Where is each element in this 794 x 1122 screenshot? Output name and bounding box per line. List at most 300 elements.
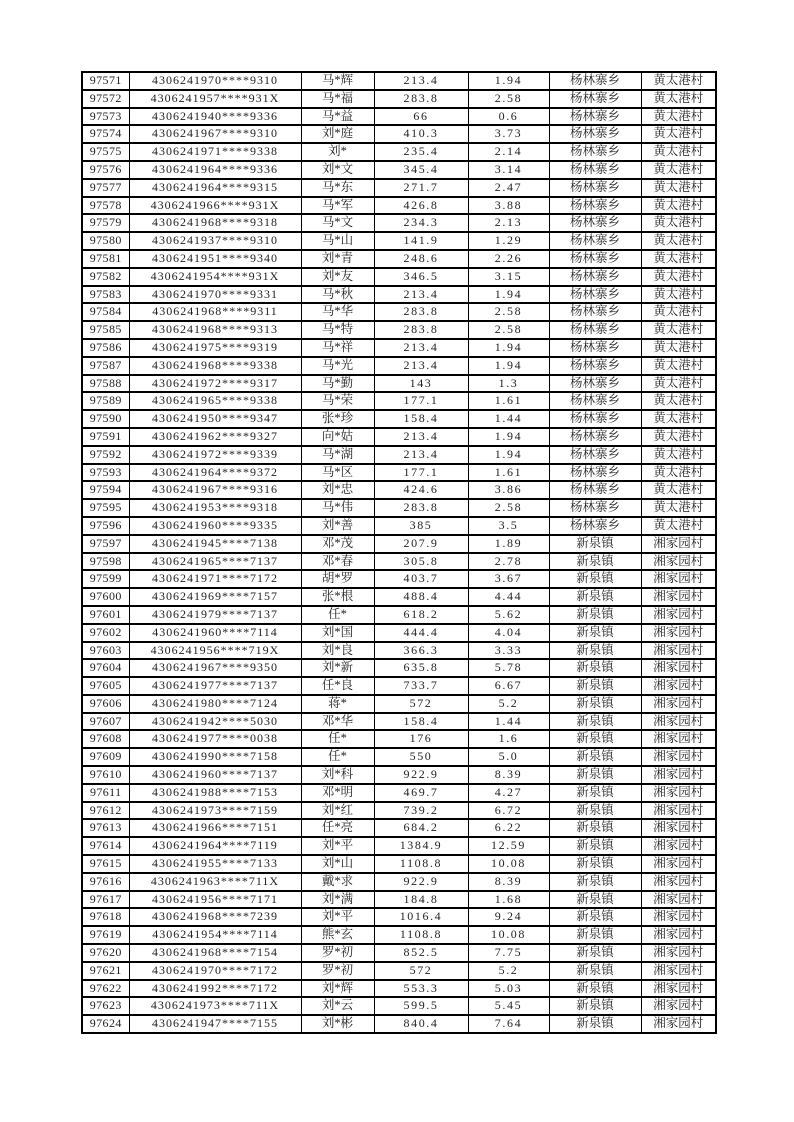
- cell-masked-name: 戴*求: [301, 873, 374, 891]
- cell-serial-number: 97623: [82, 997, 129, 1015]
- cell-area: 1.94: [468, 286, 549, 304]
- table-row: [82, 375, 716, 393]
- cell-masked-name: 任*: [301, 730, 374, 748]
- cell-serial-number: 97603: [82, 642, 129, 660]
- table-row: [82, 570, 716, 588]
- cell-masked-name: 任*: [301, 748, 374, 766]
- cell-masked-name: 刘*彬: [301, 1015, 374, 1033]
- cell-serial-number: 97575: [82, 143, 129, 161]
- table-row: [82, 553, 716, 571]
- cell-amount: 158.4: [374, 713, 468, 731]
- table-row: [82, 357, 716, 375]
- cell-township: 杨林寨乡: [549, 250, 641, 268]
- table-row: [82, 1015, 716, 1033]
- cell-masked-name: 熊*玄: [301, 926, 374, 944]
- cell-masked-id-number: 4306241950****9347: [129, 410, 301, 428]
- cell-township: 新泉镇: [549, 730, 641, 748]
- cell-masked-name: 张*根: [301, 588, 374, 606]
- cell-amount: 426.8: [374, 197, 468, 215]
- cell-township: 杨林寨乡: [549, 499, 641, 517]
- cell-village: 湘家园村: [641, 1015, 716, 1033]
- cell-area: 2.26: [468, 250, 549, 268]
- cell-township: 新泉镇: [549, 1015, 641, 1033]
- cell-township: 杨林寨乡: [549, 179, 641, 197]
- table-row: [82, 125, 716, 143]
- table-row: [82, 410, 716, 428]
- cell-serial-number: 97597: [82, 535, 129, 553]
- cell-serial-number: 97572: [82, 90, 129, 108]
- cell-township: 杨林寨乡: [549, 517, 641, 535]
- cell-area: 3.73: [468, 125, 549, 143]
- cell-township: 杨林寨乡: [549, 90, 641, 108]
- cell-amount: 345.4: [374, 161, 468, 179]
- cell-amount: 1016.4: [374, 908, 468, 926]
- table-row: [82, 428, 716, 446]
- cell-village: 黄太港村: [641, 143, 716, 161]
- cell-village: 黄太港村: [641, 72, 716, 90]
- cell-township: 杨林寨乡: [549, 428, 641, 446]
- cell-amount: 733.7: [374, 677, 468, 695]
- cell-area: 1.89: [468, 535, 549, 553]
- cell-masked-id-number: 4306241969****7157: [129, 588, 301, 606]
- cell-township: 杨林寨乡: [549, 375, 641, 393]
- cell-village: 湘家园村: [641, 891, 716, 909]
- cell-amount: 1108.8: [374, 855, 468, 873]
- cell-village: 湘家园村: [641, 962, 716, 980]
- cell-amount: 283.8: [374, 90, 468, 108]
- cell-township: 杨林寨乡: [549, 303, 641, 321]
- cell-masked-id-number: 4306241968****9338: [129, 357, 301, 375]
- cell-serial-number: 97577: [82, 179, 129, 197]
- cell-amount: 739.2: [374, 802, 468, 820]
- cell-area: 4.27: [468, 784, 549, 802]
- cell-township: 杨林寨乡: [549, 321, 641, 339]
- cell-masked-name: 邓*明: [301, 784, 374, 802]
- cell-village: 湘家园村: [641, 980, 716, 998]
- cell-serial-number: 97607: [82, 713, 129, 731]
- cell-masked-name: 刘*: [301, 143, 374, 161]
- cell-area: 2.58: [468, 303, 549, 321]
- cell-amount: 305.8: [374, 553, 468, 571]
- cell-township: 杨林寨乡: [549, 339, 641, 357]
- cell-township: 杨林寨乡: [549, 268, 641, 286]
- cell-township: 杨林寨乡: [549, 72, 641, 90]
- cell-area: 1.68: [468, 891, 549, 909]
- cell-village: 黄太港村: [641, 179, 716, 197]
- cell-township: 新泉镇: [549, 553, 641, 571]
- cell-village: 黄太港村: [641, 464, 716, 482]
- cell-area: 4.04: [468, 624, 549, 642]
- cell-masked-name: 马*华: [301, 303, 374, 321]
- cell-village: 湘家园村: [641, 873, 716, 891]
- cell-masked-name: 马*光: [301, 357, 374, 375]
- cell-masked-id-number: 4306241972****9317: [129, 375, 301, 393]
- cell-village: 黄太港村: [641, 197, 716, 215]
- cell-village: 湘家园村: [641, 553, 716, 571]
- cell-amount: 346.5: [374, 268, 468, 286]
- cell-area: 5.0: [468, 748, 549, 766]
- cell-village: 湘家园村: [641, 819, 716, 837]
- cell-serial-number: 97609: [82, 748, 129, 766]
- cell-area: 10.08: [468, 855, 549, 873]
- cell-village: 湘家园村: [641, 926, 716, 944]
- cell-village: 黄太港村: [641, 125, 716, 143]
- cell-amount: 177.1: [374, 464, 468, 482]
- cell-serial-number: 97600: [82, 588, 129, 606]
- cell-township: 新泉镇: [549, 713, 641, 731]
- cell-village: 湘家园村: [641, 855, 716, 873]
- cell-serial-number: 97576: [82, 161, 129, 179]
- cell-township: 新泉镇: [549, 944, 641, 962]
- cell-amount: 184.8: [374, 891, 468, 909]
- cell-masked-id-number: 4306241975****9319: [129, 339, 301, 357]
- cell-area: 12.59: [468, 837, 549, 855]
- table-row: [82, 802, 716, 820]
- cell-village: 黄太港村: [641, 250, 716, 268]
- table-row: [82, 713, 716, 731]
- table-row: [82, 72, 716, 90]
- cell-masked-name: 蒋*: [301, 695, 374, 713]
- cell-village: 黄太港村: [641, 517, 716, 535]
- cell-area: 5.45: [468, 997, 549, 1015]
- cell-township: 新泉镇: [549, 588, 641, 606]
- cell-township: 新泉镇: [549, 659, 641, 677]
- cell-masked-name: 刘*平: [301, 908, 374, 926]
- cell-township: 新泉镇: [549, 624, 641, 642]
- cell-amount: 283.8: [374, 303, 468, 321]
- table-row: [82, 161, 716, 179]
- cell-masked-name: 刘*忠: [301, 481, 374, 499]
- cell-masked-id-number: 4306241973****711X: [129, 997, 301, 1015]
- cell-serial-number: 97618: [82, 908, 129, 926]
- cell-village: 湘家园村: [641, 659, 716, 677]
- cell-serial-number: 97613: [82, 819, 129, 837]
- cell-serial-number: 97611: [82, 784, 129, 802]
- cell-serial-number: 97619: [82, 926, 129, 944]
- cell-area: 5.2: [468, 962, 549, 980]
- table-row: [82, 730, 716, 748]
- cell-township: 新泉镇: [549, 570, 641, 588]
- table-row: [82, 446, 716, 464]
- cell-masked-name: 刘*满: [301, 891, 374, 909]
- cell-village: 湘家园村: [641, 944, 716, 962]
- cell-serial-number: 97585: [82, 321, 129, 339]
- table-row: [82, 250, 716, 268]
- cell-masked-name: 胡*罗: [301, 570, 374, 588]
- cell-masked-id-number: 4306241971****7172: [129, 570, 301, 588]
- table-row: [82, 464, 716, 482]
- cell-serial-number: 97604: [82, 659, 129, 677]
- cell-amount: 213.4: [374, 357, 468, 375]
- cell-township: 新泉镇: [549, 535, 641, 553]
- cell-masked-id-number: 4306241967****9310: [129, 125, 301, 143]
- cell-masked-id-number: 4306241954****7114: [129, 926, 301, 944]
- cell-township: 新泉镇: [549, 766, 641, 784]
- cell-masked-name: 刘*平: [301, 837, 374, 855]
- cell-township: 新泉镇: [549, 997, 641, 1015]
- cell-serial-number: 97589: [82, 392, 129, 410]
- cell-masked-id-number: 4306241957****931X: [129, 90, 301, 108]
- cell-serial-number: 97594: [82, 481, 129, 499]
- cell-masked-name: 邓*茂: [301, 535, 374, 553]
- cell-amount: 424.6: [374, 481, 468, 499]
- cell-masked-id-number: 4306241971****9338: [129, 143, 301, 161]
- cell-amount: 922.9: [374, 873, 468, 891]
- cell-serial-number: 97590: [82, 410, 129, 428]
- cell-serial-number: 97586: [82, 339, 129, 357]
- cell-serial-number: 97592: [82, 446, 129, 464]
- cell-masked-id-number: 4306241955****7133: [129, 855, 301, 873]
- cell-serial-number: 97579: [82, 214, 129, 232]
- table-row: [82, 926, 716, 944]
- cell-amount: 248.6: [374, 250, 468, 268]
- table-row: [82, 748, 716, 766]
- table-row: [82, 321, 716, 339]
- table-row: [82, 695, 716, 713]
- cell-village: 黄太港村: [641, 375, 716, 393]
- cell-masked-id-number: 4306241967****9350: [129, 659, 301, 677]
- table-row: [82, 855, 716, 873]
- cell-township: 杨林寨乡: [549, 446, 641, 464]
- cell-township: 杨林寨乡: [549, 392, 641, 410]
- cell-masked-id-number: 4306241966****931X: [129, 197, 301, 215]
- cell-masked-name: 马*祥: [301, 339, 374, 357]
- cell-amount: 213.4: [374, 339, 468, 357]
- cell-serial-number: 97574: [82, 125, 129, 143]
- cell-masked-name: 马*勤: [301, 375, 374, 393]
- cell-township: 新泉镇: [549, 837, 641, 855]
- cell-serial-number: 97620: [82, 944, 129, 962]
- cell-masked-name: 刘*山: [301, 855, 374, 873]
- cell-masked-id-number: 4306241968****7239: [129, 908, 301, 926]
- cell-area: 3.14: [468, 161, 549, 179]
- cell-village: 湘家园村: [641, 695, 716, 713]
- cell-serial-number: 97596: [82, 517, 129, 535]
- cell-amount: 385: [374, 517, 468, 535]
- cell-area: 3.67: [468, 570, 549, 588]
- cell-township: 新泉镇: [549, 891, 641, 909]
- cell-masked-name: 马*文: [301, 214, 374, 232]
- cell-serial-number: 97610: [82, 766, 129, 784]
- cell-township: 杨林寨乡: [549, 286, 641, 304]
- table-row: [82, 873, 716, 891]
- cell-serial-number: 97583: [82, 286, 129, 304]
- cell-masked-name: 马*军: [301, 197, 374, 215]
- cell-masked-id-number: 4306241942****5030: [129, 713, 301, 731]
- cell-serial-number: 97581: [82, 250, 129, 268]
- cell-masked-id-number: 4306241970****7172: [129, 962, 301, 980]
- cell-masked-id-number: 4306241970****9310: [129, 72, 301, 90]
- cell-village: 湘家园村: [641, 784, 716, 802]
- table-row: [82, 392, 716, 410]
- cell-serial-number: 97580: [82, 232, 129, 250]
- cell-masked-id-number: 4306241937****9310: [129, 232, 301, 250]
- table-row: [82, 677, 716, 695]
- cell-village: 湘家园村: [641, 730, 716, 748]
- cell-masked-id-number: 4306241960****9335: [129, 517, 301, 535]
- cell-amount: 635.8: [374, 659, 468, 677]
- cell-amount: 488.4: [374, 588, 468, 606]
- cell-amount: 176: [374, 730, 468, 748]
- cell-area: 2.13: [468, 214, 549, 232]
- cell-area: 7.64: [468, 1015, 549, 1033]
- table-row: [82, 908, 716, 926]
- cell-amount: 553.3: [374, 980, 468, 998]
- cell-masked-id-number: 4306241947****7155: [129, 1015, 301, 1033]
- cell-amount: 684.2: [374, 819, 468, 837]
- cell-masked-name: 马*秋: [301, 286, 374, 304]
- cell-masked-id-number: 4306241992****7172: [129, 980, 301, 998]
- cell-masked-id-number: 4306241990****7158: [129, 748, 301, 766]
- cell-masked-name: 任*: [301, 606, 374, 624]
- cell-masked-id-number: 4306241968****9318: [129, 214, 301, 232]
- cell-amount: 550: [374, 748, 468, 766]
- cell-masked-id-number: 4306241966****7151: [129, 819, 301, 837]
- cell-area: 1.94: [468, 339, 549, 357]
- table-row: [82, 179, 716, 197]
- cell-area: 8.39: [468, 873, 549, 891]
- cell-serial-number: 97606: [82, 695, 129, 713]
- cell-masked-id-number: 4306241980****7124: [129, 695, 301, 713]
- cell-township: 新泉镇: [549, 926, 641, 944]
- cell-village: 黄太港村: [641, 339, 716, 357]
- cell-masked-name: 刘*云: [301, 997, 374, 1015]
- cell-amount: 1384.9: [374, 837, 468, 855]
- cell-masked-id-number: 4306241968****9313: [129, 321, 301, 339]
- cell-area: 2.78: [468, 553, 549, 571]
- cell-masked-id-number: 4306241977****7137: [129, 677, 301, 695]
- cell-serial-number: 97605: [82, 677, 129, 695]
- cell-serial-number: 97612: [82, 802, 129, 820]
- cell-amount: 143: [374, 375, 468, 393]
- cell-masked-id-number: 4306241965****9338: [129, 392, 301, 410]
- cell-serial-number: 97587: [82, 357, 129, 375]
- cell-area: 1.94: [468, 428, 549, 446]
- cell-amount: 234.3: [374, 214, 468, 232]
- cell-township: 新泉镇: [549, 962, 641, 980]
- cell-serial-number: 97616: [82, 873, 129, 891]
- cell-amount: 572: [374, 962, 468, 980]
- cell-area: 1.44: [468, 713, 549, 731]
- cell-village: 湘家园村: [641, 802, 716, 820]
- cell-masked-name: 邓*春: [301, 553, 374, 571]
- cell-serial-number: 97617: [82, 891, 129, 909]
- table-row: [82, 606, 716, 624]
- cell-area: 10.08: [468, 926, 549, 944]
- cell-amount: 213.4: [374, 446, 468, 464]
- table-row: [82, 339, 716, 357]
- cell-serial-number: 97602: [82, 624, 129, 642]
- cell-masked-id-number: 4306241953****9318: [129, 499, 301, 517]
- cell-area: 6.22: [468, 819, 549, 837]
- cell-masked-id-number: 4306241967****9316: [129, 481, 301, 499]
- cell-amount: 403.7: [374, 570, 468, 588]
- table-row: [82, 944, 716, 962]
- cell-area: 1.3: [468, 375, 549, 393]
- cell-area: 1.6: [468, 730, 549, 748]
- cell-area: 1.61: [468, 392, 549, 410]
- table-sheet: [81, 71, 715, 1034]
- table-row: [82, 766, 716, 784]
- table-row: [82, 962, 716, 980]
- cell-amount: 213.4: [374, 72, 468, 90]
- cell-serial-number: 97584: [82, 303, 129, 321]
- cell-area: 2.47: [468, 179, 549, 197]
- cell-masked-id-number: 4306241940****9336: [129, 108, 301, 126]
- cell-area: 1.94: [468, 357, 549, 375]
- cell-masked-id-number: 4306241951****9340: [129, 250, 301, 268]
- cell-masked-name: 张*珍: [301, 410, 374, 428]
- table-row: [82, 232, 716, 250]
- cell-township: 杨林寨乡: [549, 410, 641, 428]
- cell-masked-id-number: 4306241968****7154: [129, 944, 301, 962]
- cell-township: 杨林寨乡: [549, 464, 641, 482]
- cell-area: 5.2: [468, 695, 549, 713]
- cell-amount: 469.7: [374, 784, 468, 802]
- cell-area: 7.75: [468, 944, 549, 962]
- cell-township: 杨林寨乡: [549, 357, 641, 375]
- cell-township: 新泉镇: [549, 873, 641, 891]
- cell-area: 5.78: [468, 659, 549, 677]
- table-row: [82, 535, 716, 553]
- cell-village: 黄太港村: [641, 410, 716, 428]
- cell-amount: 410.3: [374, 125, 468, 143]
- table-row: [82, 891, 716, 909]
- cell-masked-name: 马*东: [301, 179, 374, 197]
- cell-masked-name: 罗*初: [301, 962, 374, 980]
- cell-township: 杨林寨乡: [549, 143, 641, 161]
- cell-area: 8.39: [468, 766, 549, 784]
- cell-masked-id-number: 4306241956****719X: [129, 642, 301, 660]
- cell-amount: 213.4: [374, 286, 468, 304]
- cell-masked-name: 马*山: [301, 232, 374, 250]
- cell-village: 黄太港村: [641, 214, 716, 232]
- cell-serial-number: 97591: [82, 428, 129, 446]
- cell-village: 黄太港村: [641, 392, 716, 410]
- cell-masked-name: 刘*红: [301, 802, 374, 820]
- cell-masked-name: 刘*友: [301, 268, 374, 286]
- cell-village: 黄太港村: [641, 446, 716, 464]
- cell-village: 黄太港村: [641, 481, 716, 499]
- table-row: [82, 197, 716, 215]
- cell-area: 3.88: [468, 197, 549, 215]
- cell-masked-name: 刘*文: [301, 161, 374, 179]
- cell-masked-id-number: 4306241954****931X: [129, 268, 301, 286]
- table-row: [82, 90, 716, 108]
- cell-amount: 366.3: [374, 642, 468, 660]
- cell-area: 5.62: [468, 606, 549, 624]
- cell-masked-name: 刘*科: [301, 766, 374, 784]
- cell-masked-name: 任*亮: [301, 819, 374, 837]
- cell-masked-id-number: 4306241960****7114: [129, 624, 301, 642]
- cell-village: 黄太港村: [641, 90, 716, 108]
- table-row: [82, 303, 716, 321]
- cell-serial-number: 97622: [82, 980, 129, 998]
- table-row: [82, 517, 716, 535]
- cell-serial-number: 97601: [82, 606, 129, 624]
- cell-area: 6.72: [468, 802, 549, 820]
- table-row: [82, 143, 716, 161]
- cell-masked-id-number: 4306241963****711X: [129, 873, 301, 891]
- records-table-body: [82, 72, 716, 1033]
- cell-masked-name: 任*良: [301, 677, 374, 695]
- cell-amount: 599.5: [374, 997, 468, 1015]
- cell-amount: 271.7: [374, 179, 468, 197]
- cell-amount: 141.9: [374, 232, 468, 250]
- cell-township: 杨林寨乡: [549, 197, 641, 215]
- table-row: [82, 980, 716, 998]
- table-row: [82, 819, 716, 837]
